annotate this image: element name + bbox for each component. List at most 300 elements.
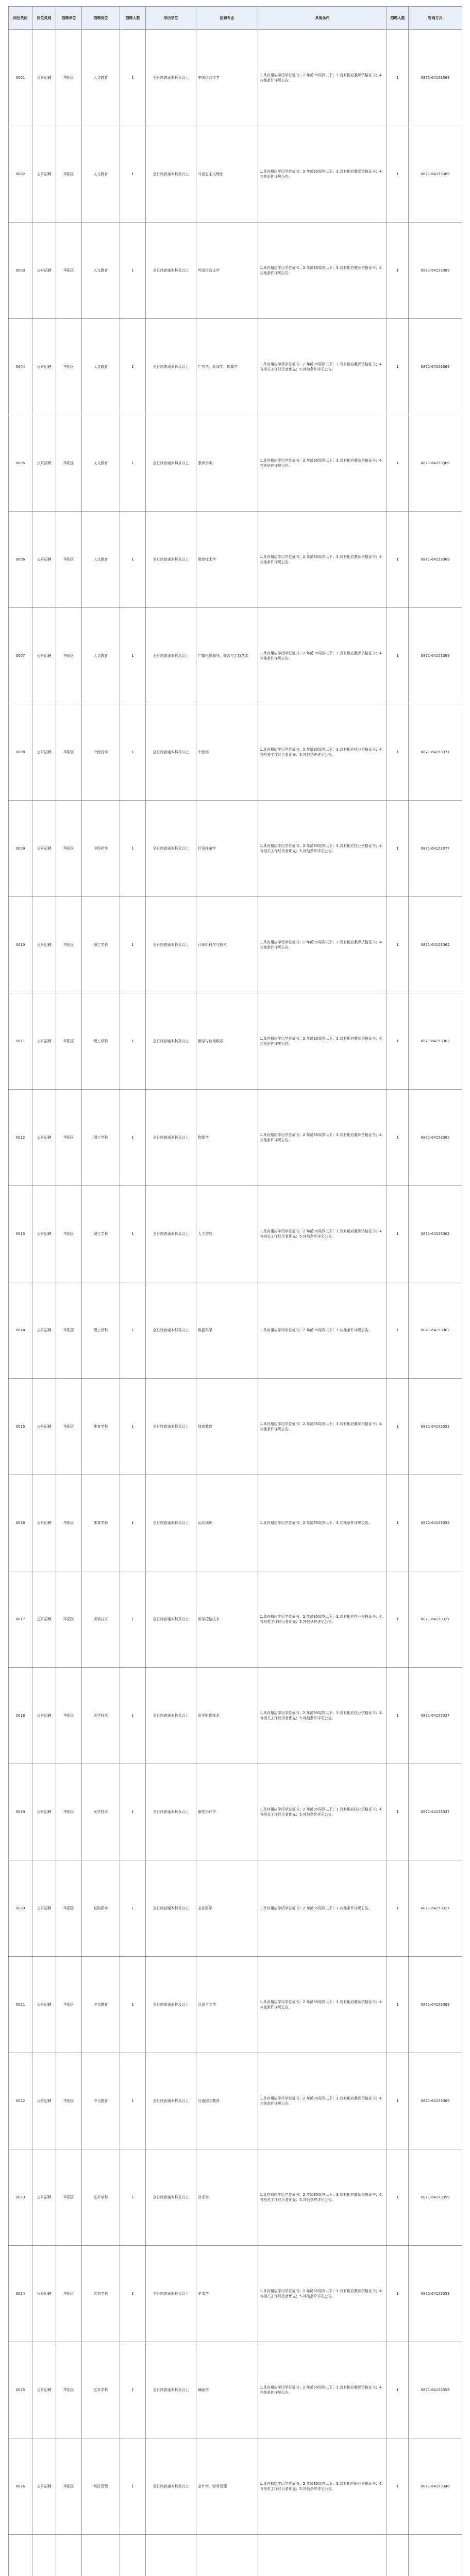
table-row (9, 1282, 462, 1379)
cell-major: 外国语言文学 (196, 223, 258, 319)
table-row (9, 608, 462, 704)
cell-unit: 华阳区 (56, 704, 82, 801)
cell-contact: 0871-64153362 (409, 897, 462, 993)
cell-unit: 华阳区 (56, 1186, 82, 1282)
cell-major: 会计学、财务管理 (196, 2438, 258, 2535)
cell-cat: 公开招聘 (32, 1860, 56, 1957)
table-row (9, 2342, 462, 2438)
cell-cond: 1.具有相应学历学位证书；2.年龄35周岁以下；3.其他条件详见公告。 (258, 1860, 387, 1957)
cell-post: 人文教育 (82, 319, 120, 415)
cell-code: 0008 (9, 704, 32, 801)
table-row (9, 319, 462, 415)
cell-cnt: 1 (387, 704, 409, 801)
cell-contact: 0871-64153377 (409, 704, 462, 801)
table-row (9, 1860, 462, 1957)
cell-post: 中医药学 (82, 704, 120, 801)
cell-post: 人文教育 (82, 223, 120, 319)
cell-cond: 1.具有相应学历学位证书；2.年龄35周岁以下；3.具有相应职业资格证书；4.有相关工作经历者优先；5.其他条件详见公告。 (258, 2438, 387, 2535)
cell-edu: 全日制普通本科及以上 (146, 993, 196, 1090)
cell-contact: 0871-64153348 (409, 2438, 462, 2535)
cell-major: 中医学 (196, 704, 258, 801)
cell-contact: 0871-64153362 (409, 1090, 462, 1186)
cell-num: 1 (120, 2149, 146, 2246)
cell-num: 1 (120, 30, 146, 126)
cell-code: 0019 (9, 1764, 32, 1860)
cell-edu: 全日制普通本科及以上 (146, 1957, 196, 2053)
cell-code: 0013 (9, 1186, 32, 1282)
cell-cnt: 1 (387, 2438, 409, 2535)
column-header: 招聘专业 (196, 7, 258, 30)
cell-major: 数据科学 (196, 1282, 258, 1379)
cell-num: 1 (120, 512, 146, 608)
cell-unit: 华阳区 (56, 2438, 82, 2535)
cell-major: 医学检验技术 (196, 1571, 258, 1668)
cell-cond: 1.具有相应学历学位证书；2.年龄35周岁以下；3.具有相应教师资格证书；4.有相关工作经历者优先；5.其他条件详见公告。 (258, 2149, 387, 2246)
cell-major: 音乐学 (196, 2149, 258, 2246)
cell-post: 人文教育 (82, 415, 120, 512)
cell-cnt: 1 (387, 1475, 409, 1571)
cell-cat: 公开招聘 (32, 2149, 56, 2246)
cell-cnt: 1 (387, 897, 409, 993)
cell-major: 教育学类 (196, 415, 258, 512)
cell-edu: 全日制普通本科及以上 (146, 415, 196, 512)
cell-major: 人工智能 (196, 1186, 258, 1282)
cell-post: 中文教育 (82, 1957, 120, 2053)
column-header: 岗位代码 (9, 7, 32, 30)
table-row (9, 126, 462, 223)
cell-cnt: 1 (387, 1090, 409, 1186)
cell-major: 马克思主义理论 (196, 126, 258, 223)
cell-code: 0002 (9, 126, 32, 223)
cell-contact: 0871-64153327 (409, 1860, 462, 1957)
cell-cond: 1.具有相应学历学位证书；2.年龄35周岁以下；3.具有相应教师资格证书；4.其他条件详见公告。 (258, 223, 387, 319)
cell-cond: 1.具有相应学历学位证书；2.年龄35周岁以下；3.具有相应教师资格证书；4.其他条件详见公告。 (258, 30, 387, 126)
cell-edu: 全日制普通本科及以上 (146, 1379, 196, 1475)
cell-cat: 公开招聘 (32, 2342, 56, 2438)
cell-cat: 公开招聘 (32, 2246, 56, 2342)
cell-cnt: 1 (387, 1571, 409, 1668)
cell-edu: 全日制普通本科及以上 (146, 2246, 196, 2342)
cell-num: 1 (120, 1668, 146, 1764)
cell-cat: 公开招聘 (32, 1186, 56, 1282)
cell-post: 理工学科 (82, 1282, 120, 1379)
cell-cond: 1.具有相应学历学位证书；2.年龄35周岁以下；3.具有相应教师资格证书；4.其他条件详见公告。 (258, 1957, 387, 2053)
cell-cond: 1.具有相应学历学位证书；2.年龄35周岁以下；3.具有相应执业资格证书；4.有相关工作经历者优先；5.其他条件详见公告。 (258, 1668, 387, 1764)
recruitment-table-container (8, 6, 462, 2576)
cell-major: 中国语言文学 (196, 30, 258, 126)
cell-major: 医学影像技术 (196, 1668, 258, 1764)
cell-post (82, 2535, 120, 2576)
cell-num (120, 2535, 146, 2576)
cell-cat: 公开招聘 (32, 993, 56, 1090)
cell-post: 人文教育 (82, 608, 120, 704)
cell-cat: 公开招聘 (32, 319, 56, 415)
cell-cat: 公开招聘 (32, 897, 56, 993)
cell-edu: 全日制普通本科及以上 (146, 319, 196, 415)
cell-contact: 0871-64153369 (409, 512, 462, 608)
cell-contact: 0871-64153359 (409, 2342, 462, 2438)
cell-num: 1 (120, 993, 146, 1090)
column-header: 其他条件 (258, 7, 387, 30)
table-row (9, 1571, 462, 1668)
cell-post: 理工学科 (82, 1186, 120, 1282)
cell-num: 1 (120, 223, 146, 319)
cell-code: 0016 (9, 1475, 32, 1571)
cell-post: 艺术学科 (82, 2342, 120, 2438)
cell-contact: 0871-64153377 (409, 801, 462, 897)
cell-contact: 0871-64153327 (409, 1571, 462, 1668)
cell-edu: 全日制普通本科及以上 (146, 1475, 196, 1571)
cell-cnt: 1 (387, 2149, 409, 2246)
cell-num: 1 (120, 126, 146, 223)
cell-cond: 1.具有相应学历学位证书；2.年龄35周岁以下；3.具有相应教师资格证书；4.其他条件详见公告。 (258, 608, 387, 704)
cell-num: 1 (120, 1860, 146, 1957)
cell-contact: 0871-64153327 (409, 1668, 462, 1764)
table-row (9, 1764, 462, 1860)
cell-code: 0024 (9, 2246, 32, 2342)
column-header: 招聘岗位 (82, 7, 120, 30)
cell-edu: 全日制普通本科及以上 (146, 1186, 196, 1282)
cell-contact: 0871-64153369 (409, 30, 462, 126)
cell-unit: 华阳区 (56, 2053, 82, 2149)
cell-cond: 1.具有相应学历学位证书；2.年龄35周岁以下；3.具有相应教师资格证书；4.其他条件详见公告。 (258, 512, 387, 608)
cell-contact (409, 2535, 462, 2576)
cell-cond: 1.具有相应学历学位证书；2.年龄35周岁以下；3.具有相应教师资格证书；4.其他条件详见公告。 (258, 126, 387, 223)
table-row (9, 2438, 462, 2535)
cell-cond: 1.具有相应学历学位证书；2.年龄35周岁以下；3.具有相应教师资格证书；4.其他条件详见公告。 (258, 993, 387, 1090)
cell-unit: 华阳区 (56, 1090, 82, 1186)
cell-cond: 1.具有相应学历学位证书；2.年龄35周岁以下；3.具有相应执业资格证书；4.有相关工作经历者优先；5.其他条件详见公告。 (258, 801, 387, 897)
table-row (9, 1379, 462, 1475)
cell-unit: 华阳区 (56, 1860, 82, 1957)
cell-edu: 全日制普通本科及以上 (146, 704, 196, 801)
cell-num: 1 (120, 1379, 146, 1475)
column-header: 岗位类别 (32, 7, 56, 30)
cell-cnt: 1 (387, 1668, 409, 1764)
column-header: 招聘人数 (387, 7, 409, 30)
cell-cnt: 1 (387, 223, 409, 319)
cell-post: 医学技术 (82, 1571, 120, 1668)
cell-edu (146, 2535, 196, 2576)
cell-unit: 华阳区 (56, 30, 82, 126)
cell-edu: 全日制普通本科及以上 (146, 1764, 196, 1860)
cell-unit: 华阳区 (56, 608, 82, 704)
cell-cat: 公开招聘 (32, 801, 56, 897)
cell-unit: 华阳区 (56, 1475, 82, 1571)
cell-cond: 1.具有相应学历学位证书；2.年龄35周岁以下；3.其他条件详见公告。 (258, 1282, 387, 1379)
cell-code: 0021 (9, 1957, 32, 2053)
cell-post: 人文教育 (82, 512, 120, 608)
table-body (9, 30, 462, 2576)
cell-num: 1 (120, 1571, 146, 1668)
cell-num: 1 (120, 897, 146, 993)
cell-code: 0003 (9, 223, 32, 319)
cell-contact: 0871-64153359 (409, 2149, 462, 2246)
cell-cond (258, 2535, 387, 2576)
cell-unit: 华阳区 (56, 415, 82, 512)
cell-cnt: 1 (387, 319, 409, 415)
column-header: 招聘单位 (56, 7, 82, 30)
cell-cat: 公开招聘 (32, 1571, 56, 1668)
cell-major: 计算机科学与技术 (196, 897, 258, 993)
cell-major: 康复治疗学 (196, 1764, 258, 1860)
cell-post: 人文教育 (82, 30, 120, 126)
cell-edu: 全日制普通本科及以上 (146, 512, 196, 608)
cell-num: 1 (120, 1090, 146, 1186)
recruitment-table (8, 6, 462, 2576)
cell-cat: 公开招聘 (32, 2438, 56, 2535)
cell-post: 医学技术 (82, 1668, 120, 1764)
cell-code: 0025 (9, 2342, 32, 2438)
cell-contact: 0871-64153369 (409, 2053, 462, 2149)
cell-cat: 公开招聘 (32, 608, 56, 704)
cell-code: 0010 (9, 897, 32, 993)
cell-major: 针灸推拿学 (196, 801, 258, 897)
cell-post: 人文教育 (82, 126, 120, 223)
cell-cat: 公开招聘 (32, 223, 56, 319)
column-header: 学历学位 (146, 7, 196, 30)
cell-cond: 1.具有相应学历学位证书；2.年龄35周岁以下；3.具有相应教师资格证书；4.其他条件详见公告。 (258, 897, 387, 993)
cell-cat: 公开招聘 (32, 30, 56, 126)
cell-code: 0018 (9, 1668, 32, 1764)
cell-unit: 华阳区 (56, 223, 82, 319)
cell-major: 运动训练 (196, 1475, 258, 1571)
cell-contact: 0871-64153369 (409, 1957, 462, 2053)
cell-post: 基础医学 (82, 1860, 120, 1957)
cell-cnt: 1 (387, 608, 409, 704)
column-header: 咨询方式 (409, 7, 462, 30)
cell-cat: 公开招聘 (32, 1764, 56, 1860)
cell-cnt: 1 (387, 993, 409, 1090)
cell-num: 1 (120, 2053, 146, 2149)
cell-cond: 1.具有相应学历学位证书；2.年龄35周岁以下；3.具有相应教师资格证书；4.其他条件详见公告。 (258, 1090, 387, 1186)
cell-cond: 1.具有相应学历学位证书；2.年龄35周岁以下；3.具有相应执业资格证书；4.有相关工作经历者优先；5.其他条件详见公告。 (258, 1764, 387, 1860)
cell-code: 0014 (9, 1282, 32, 1379)
cell-unit: 华阳区 (56, 126, 82, 223)
cell-code: 0026 (9, 2438, 32, 2535)
cell-cat: 公开招聘 (32, 512, 56, 608)
cell-post: 中文教育 (82, 2053, 120, 2149)
cell-code: 0011 (9, 993, 32, 1090)
cell-edu: 全日制普通本科及以上 (146, 2053, 196, 2149)
cell-cond: 1.具有相应学历学位证书；2.年龄35周岁以下；3.具有相应教师资格证书；4.有相关工作经历者优先；5.其他条件详见公告。 (258, 2246, 387, 2342)
cell-post: 理工学科 (82, 1090, 120, 1186)
cell-num: 1 (120, 319, 146, 415)
cell-contact: 0871-64153369 (409, 608, 462, 704)
table-row (9, 993, 462, 1090)
cell-cat: 公开招聘 (32, 1957, 56, 2053)
cell-cnt: 1 (387, 1860, 409, 1957)
table-row (9, 1090, 462, 1186)
cell-contact: 0871-64153369 (409, 126, 462, 223)
cell-unit (56, 2535, 82, 2576)
cell-contact: 0871-64153352 (409, 1475, 462, 1571)
cell-cond: 1.具有相应学历学位证书；2.年龄35周岁以下；3.具有相应教师资格证书；4.有相关工作经历者优先；5.其他条件详见公告。 (258, 1186, 387, 1282)
table-row (9, 897, 462, 993)
cell-cat (32, 2535, 56, 2576)
cell-num: 1 (120, 1475, 146, 1571)
cell-contact: 0871-64153327 (409, 1764, 462, 1860)
cell-contact: 0871-64153362 (409, 993, 462, 1090)
cell-post: 理工学科 (82, 993, 120, 1090)
cell-post: 体育学科 (82, 1475, 120, 1571)
cell-code: 0012 (9, 1090, 32, 1186)
cell-edu: 全日制普通本科及以上 (146, 2342, 196, 2438)
cell-cat: 公开招聘 (32, 1668, 56, 1764)
cell-code: 0004 (9, 319, 32, 415)
table-row (9, 1186, 462, 1282)
cell-edu: 全日制普通本科及以上 (146, 2149, 196, 2246)
cell-unit: 华阳区 (56, 319, 82, 415)
cell-code: 0023 (9, 2149, 32, 2246)
cell-contact: 0871-64153362 (409, 1282, 462, 1379)
cell-edu: 全日制普通本科及以上 (146, 126, 196, 223)
cell-num: 1 (120, 2438, 146, 2535)
cell-edu: 全日制普通本科及以上 (146, 1860, 196, 1957)
cell-code: 0001 (9, 30, 32, 126)
table-row (9, 2149, 462, 2246)
cell-major: 广播电视编导、播音与主持艺术 (196, 608, 258, 704)
cell-cnt: 1 (387, 1764, 409, 1860)
cell-major: 体育教育 (196, 1379, 258, 1475)
cell-unit: 华阳区 (56, 1379, 82, 1475)
cell-cat: 公开招聘 (32, 1090, 56, 1186)
cell-edu: 全日制普通本科及以上 (146, 1090, 196, 1186)
cell-cond: 1.具有相应学历学位证书；2.年龄35周岁以下；3.具有相应教师资格证书；4.其他条件详见公告。 (258, 2053, 387, 2149)
cell-major: 数学与应用数学 (196, 993, 258, 1090)
table-row (9, 2246, 462, 2342)
cell-edu: 全日制普通本科及以上 (146, 801, 196, 897)
cell-num: 1 (120, 415, 146, 512)
cell-major: 物理学 (196, 1090, 258, 1186)
cell-cond: 1.具有相应学历学位证书；2.年龄35周岁以下；3.具有相应教师资格证书；4.其他条件详见公告。 (258, 1379, 387, 1475)
cell-edu: 全日制普通本科及以上 (146, 897, 196, 993)
table-row (9, 1668, 462, 1764)
cell-contact: 0871-64153362 (409, 1186, 462, 1282)
cell-unit: 华阳区 (56, 1957, 82, 2053)
cell-edu: 全日制普通本科及以上 (146, 1571, 196, 1668)
cell-major: 广告学、新闻学、传播学 (196, 319, 258, 415)
cell-major: 汉语言文学 (196, 1957, 258, 2053)
cell-unit: 华阳区 (56, 2149, 82, 2246)
cell-post: 医学技术 (82, 1764, 120, 1860)
cell-post: 理工学科 (82, 897, 120, 993)
cell-unit: 华阳区 (56, 1668, 82, 1764)
cell-major (196, 2535, 258, 2576)
cell-cnt: 1 (387, 1379, 409, 1475)
table-row (9, 704, 462, 801)
cell-code: 0009 (9, 801, 32, 897)
cell-code: 0005 (9, 415, 32, 512)
table-row (9, 415, 462, 512)
cell-num: 1 (120, 1957, 146, 2053)
cell-cnt (387, 2535, 409, 2576)
cell-unit: 华阳区 (56, 1571, 82, 1668)
cell-edu: 全日制普通本科及以上 (146, 2438, 196, 2535)
column-header: 招聘人数 (120, 7, 146, 30)
cell-post: 艺术学科 (82, 2149, 120, 2246)
cell-cnt: 1 (387, 1282, 409, 1379)
cell-code: 0006 (9, 512, 32, 608)
cell-post: 艺术学科 (82, 2246, 120, 2342)
cell-cat: 公开招聘 (32, 126, 56, 223)
cell-contact: 0871-64153352 (409, 1379, 462, 1475)
cell-edu: 全日制普通本科及以上 (146, 608, 196, 704)
cell-code: 0017 (9, 1571, 32, 1668)
cell-contact: 0871-64153369 (409, 223, 462, 319)
cell-code: 0015 (9, 1379, 32, 1475)
cell-cond: 1.具有相应学历学位证书；2.年龄35周岁以下；3.具有相应教师资格证书；4.有相关工作经历者优先；5.其他条件详见公告。 (258, 319, 387, 415)
cell-cnt: 1 (387, 415, 409, 512)
cell-cond: 1.具有相应学历学位证书；2.年龄35周岁以下；3.具有相应教师资格证书；4.其他条件详见公告。 (258, 415, 387, 512)
cell-cat: 公开招聘 (32, 415, 56, 512)
cell-unit: 华阳区 (56, 1282, 82, 1379)
cell-unit: 华阳区 (56, 1764, 82, 1860)
cell-cnt: 1 (387, 2342, 409, 2438)
cell-major: 舞蹈学 (196, 2342, 258, 2438)
cell-cnt: 1 (387, 512, 409, 608)
cell-num: 1 (120, 1764, 146, 1860)
cell-unit: 华阳区 (56, 2342, 82, 2438)
table-row (9, 2535, 462, 2576)
cell-edu: 全日制普通本科及以上 (146, 1282, 196, 1379)
cell-cat: 公开招聘 (32, 1282, 56, 1379)
cell-cnt: 1 (387, 2246, 409, 2342)
table-row (9, 1957, 462, 2053)
cell-major: 美术学 (196, 2246, 258, 2342)
cell-edu: 全日制普通本科及以上 (146, 30, 196, 126)
cell-edu: 全日制普通本科及以上 (146, 1668, 196, 1764)
cell-cnt: 1 (387, 1957, 409, 2053)
cell-cond: 1.具有相应学历学位证书；2.年龄35周岁以下；3.具有相应执业资格证书；4.有相关工作经历者优先；5.其他条件详见公告。 (258, 1571, 387, 1668)
cell-major: 汉语国际教育 (196, 2053, 258, 2149)
table-row (9, 512, 462, 608)
table-row (9, 2053, 462, 2149)
cell-cnt: 1 (387, 126, 409, 223)
table-row (9, 801, 462, 897)
table-row (9, 223, 462, 319)
cell-code: 0022 (9, 2053, 32, 2149)
cell-cond: 1.具有相应学历学位证书；2.年龄35周岁以下；3.具有相应执业资格证书；4.有相关工作经历者优先；5.其他条件详见公告。 (258, 704, 387, 801)
cell-unit: 华阳区 (56, 993, 82, 1090)
cell-major: 基础医学 (196, 1860, 258, 1957)
cell-cnt: 1 (387, 30, 409, 126)
cell-contact: 0871-64153369 (409, 415, 462, 512)
cell-unit: 华阳区 (56, 897, 82, 993)
cell-cat: 公开招聘 (32, 2053, 56, 2149)
cell-post: 经济管理 (82, 2438, 120, 2535)
cell-edu: 全日制普通本科及以上 (146, 223, 196, 319)
cell-code: 0020 (9, 1860, 32, 1957)
cell-post: 中医药学 (82, 801, 120, 897)
cell-cat: 公开招聘 (32, 1379, 56, 1475)
table-header (9, 7, 462, 30)
cell-unit: 华阳区 (56, 2246, 82, 2342)
cell-num: 1 (120, 801, 146, 897)
cell-cnt: 1 (387, 2053, 409, 2149)
cell-cat: 公开招聘 (32, 1475, 56, 1571)
cell-cnt: 1 (387, 1186, 409, 1282)
cell-contact: 0871-64153359 (409, 2246, 462, 2342)
cell-code (9, 2535, 32, 2576)
cell-num: 1 (120, 1282, 146, 1379)
cell-unit: 华阳区 (56, 801, 82, 897)
cell-num: 1 (120, 2342, 146, 2438)
table-row (9, 30, 462, 126)
cell-cnt: 1 (387, 801, 409, 897)
cell-num: 1 (120, 2246, 146, 2342)
cell-cat: 公开招聘 (32, 704, 56, 801)
